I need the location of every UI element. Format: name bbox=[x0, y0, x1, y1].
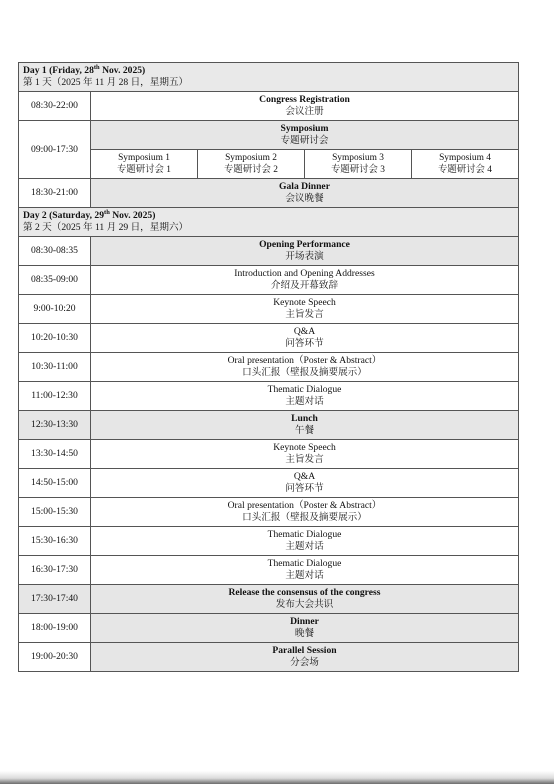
day1-title-cn: 第 1 天（2025 年 11 月 28 日，星期五） bbox=[23, 77, 189, 88]
symposium-2-cell bbox=[198, 150, 305, 179]
event-en: Thematic Dialogue bbox=[267, 558, 342, 569]
time-cell: 18:30-21:00 bbox=[19, 179, 91, 208]
event-cn: 主题对话 bbox=[285, 541, 324, 552]
event-cn: 专题研讨会 bbox=[280, 135, 329, 146]
event-cn: 主题对话 bbox=[285, 396, 324, 407]
day2-header bbox=[19, 208, 519, 237]
event-cell bbox=[91, 353, 519, 382]
table-row bbox=[19, 498, 519, 527]
event-cell bbox=[91, 92, 519, 121]
table-row bbox=[19, 469, 519, 498]
day1-title-en: Day 1 (Friday, 28th Nov. 2025) bbox=[23, 63, 146, 76]
table-row bbox=[19, 643, 519, 672]
event-en: Thematic Dialogue bbox=[267, 529, 342, 540]
event-en: Symposium bbox=[280, 123, 329, 134]
event-cn: 发布大会共识 bbox=[275, 599, 334, 610]
symposium-1-cell bbox=[91, 150, 198, 179]
symposium-2-cn: 专题研讨会 2 bbox=[224, 165, 278, 175]
time-cell: 13:30-14:50 bbox=[19, 440, 91, 469]
table-row bbox=[19, 353, 519, 382]
event-cn: 口头汇报（壁报及摘要展示） bbox=[242, 367, 367, 378]
time-cell: 14:50-15:00 bbox=[19, 469, 91, 498]
time-cell: 15:00-15:30 bbox=[19, 498, 91, 527]
scan-bottom-edge bbox=[0, 771, 554, 784]
event-cn: 主题对话 bbox=[285, 570, 324, 581]
event-cn: 主旨发言 bbox=[285, 454, 324, 465]
event-cn: 介绍及开幕致辞 bbox=[270, 280, 339, 291]
symposium-row bbox=[19, 150, 519, 179]
symposium-4-en: Symposium 4 bbox=[439, 153, 491, 163]
event-cell bbox=[91, 237, 519, 266]
symposium-3-cn: 专题研讨会 3 bbox=[331, 165, 385, 175]
event-cell bbox=[91, 266, 519, 295]
event-cell bbox=[91, 382, 519, 411]
event-cn: 晚餐 bbox=[294, 628, 315, 639]
time-cell: 10:30-11:00 bbox=[19, 353, 91, 382]
event-cell bbox=[91, 121, 519, 150]
day2-title-en: Day 2 (Saturday, 29th Nov. 2025) bbox=[23, 208, 156, 221]
table-row bbox=[19, 411, 519, 440]
event-cell bbox=[91, 527, 519, 556]
event-cn: 会议注册 bbox=[285, 106, 324, 117]
time-cell: 19:00-20:30 bbox=[19, 643, 91, 672]
event-cell bbox=[91, 498, 519, 527]
table-row bbox=[19, 92, 519, 121]
time-cell: 16:30-17:30 bbox=[19, 556, 91, 585]
event-en: Thematic Dialogue bbox=[267, 384, 342, 395]
event-cell bbox=[91, 643, 519, 672]
event-cell bbox=[91, 469, 519, 498]
event-cell bbox=[91, 179, 519, 208]
event-en: Opening Performance bbox=[259, 239, 350, 250]
event-cn: 会议晚餐 bbox=[285, 193, 324, 204]
event-en: Parallel Session bbox=[272, 645, 337, 656]
table-row bbox=[19, 237, 519, 266]
day1-header-row bbox=[19, 63, 519, 92]
event-cn: 开场表演 bbox=[285, 251, 324, 262]
event-cn: 午餐 bbox=[294, 425, 315, 436]
event-cn: 问答环节 bbox=[285, 338, 324, 349]
time-cell: 12:30-13:30 bbox=[19, 411, 91, 440]
table-row bbox=[19, 440, 519, 469]
symposium-4-cn: 专题研讨会 4 bbox=[438, 165, 492, 175]
table-row bbox=[19, 382, 519, 411]
event-cn: 口头汇报（壁报及摘要展示） bbox=[242, 512, 367, 523]
table-row bbox=[19, 266, 519, 295]
table-row bbox=[19, 614, 519, 643]
symposium-4-cell bbox=[412, 150, 519, 179]
time-cell: 11:00-12:30 bbox=[19, 382, 91, 411]
event-cn: 分会场 bbox=[290, 657, 319, 668]
event-en: Keynote Speech bbox=[273, 442, 336, 453]
event-cn: 问答环节 bbox=[285, 483, 324, 494]
event-en: Oral presentation（Poster & Abstract） bbox=[227, 500, 382, 511]
event-en: Q&A bbox=[293, 326, 316, 337]
day2-header-row bbox=[19, 208, 519, 237]
event-en: Dinner bbox=[290, 616, 319, 627]
event-cell bbox=[91, 324, 519, 353]
table-row bbox=[19, 121, 519, 150]
symposium-1-en: Symposium 1 bbox=[118, 153, 170, 163]
event-en: Oral presentation（Poster & Abstract） bbox=[227, 355, 382, 366]
symposium-1-cn: 专题研讨会 1 bbox=[117, 165, 171, 175]
event-en: Release the consensus of the congress bbox=[228, 587, 381, 598]
event-en: Congress Registration bbox=[259, 94, 350, 105]
event-cell bbox=[91, 585, 519, 614]
symposium-2-en: Symposium 2 bbox=[225, 153, 277, 163]
table-row bbox=[19, 324, 519, 353]
time-cell: 18:00-19:00 bbox=[19, 614, 91, 643]
symposium-3-cell bbox=[305, 150, 412, 179]
event-en: Gala Dinner bbox=[279, 181, 330, 192]
table-row bbox=[19, 527, 519, 556]
time-cell: 09:00-17:30 bbox=[19, 121, 91, 179]
event-cell bbox=[91, 614, 519, 643]
time-cell: 9:00-10:20 bbox=[19, 295, 91, 324]
event-cell bbox=[91, 295, 519, 324]
schedule-table bbox=[18, 62, 519, 672]
event-cn: 主旨发言 bbox=[285, 309, 324, 320]
table-row bbox=[19, 585, 519, 614]
event-en: Keynote Speech bbox=[273, 297, 336, 308]
event-cell bbox=[91, 411, 519, 440]
table-row bbox=[19, 556, 519, 585]
table-row bbox=[19, 295, 519, 324]
time-cell: 08:30-08:35 bbox=[19, 237, 91, 266]
time-cell: 15:30-16:30 bbox=[19, 527, 91, 556]
table-row bbox=[19, 179, 519, 208]
time-cell: 17:30-17:40 bbox=[19, 585, 91, 614]
symposium-3-en: Symposium 3 bbox=[332, 153, 384, 163]
event-cell bbox=[91, 556, 519, 585]
time-cell: 10:20-10:30 bbox=[19, 324, 91, 353]
event-cell bbox=[91, 440, 519, 469]
event-en: Lunch bbox=[291, 413, 318, 424]
time-cell: 08:35-09:00 bbox=[19, 266, 91, 295]
day1-header bbox=[19, 63, 519, 92]
day2-title-cn: 第 2 天（2025 年 11 月 29 日，星期六） bbox=[23, 222, 189, 233]
event-en: Q&A bbox=[293, 471, 316, 482]
event-en: Introduction and Opening Addresses bbox=[234, 268, 375, 279]
time-cell: 08:30-22:00 bbox=[19, 92, 91, 121]
